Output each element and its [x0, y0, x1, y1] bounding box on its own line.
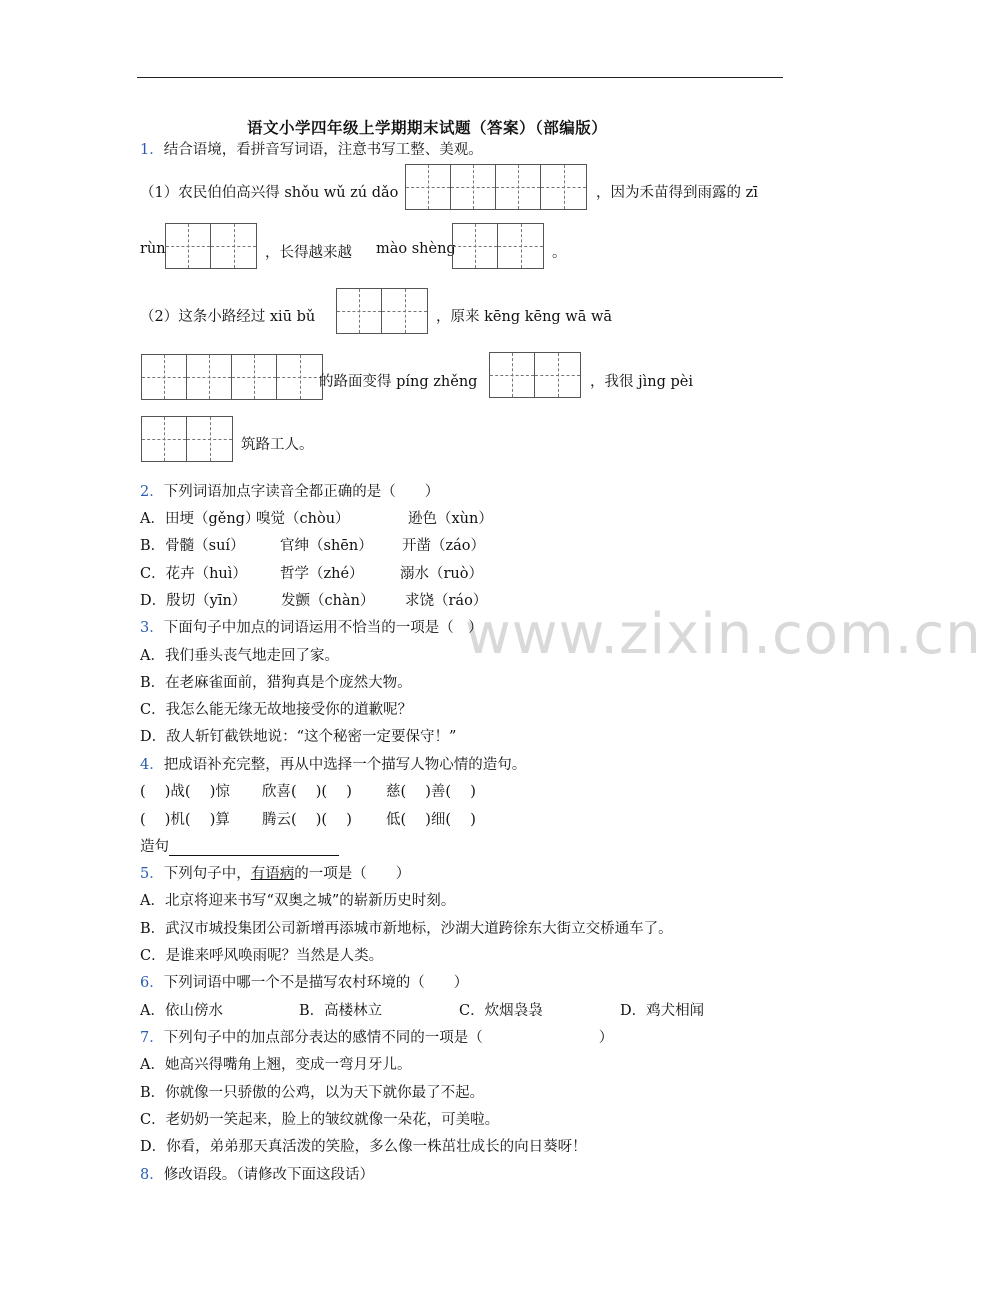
grid-cell[interactable]: [187, 417, 232, 461]
q2-option-c-word2: 哲学（zhé）: [280, 566, 364, 582]
q1-text-2e: 筑路工人。: [241, 437, 314, 453]
grid-cell[interactable]: [406, 165, 451, 209]
question-number: 2．: [140, 484, 164, 500]
q4-idiom[interactable]: 腾云( )( ): [262, 812, 352, 828]
q2-option-d-word3: 求饶（ráo）: [405, 593, 488, 609]
writing-grid-zirun[interactable]: [165, 223, 257, 269]
grid-cell[interactable]: [453, 224, 498, 268]
grid-cell[interactable]: [490, 353, 535, 397]
question-4-stem: 4．把成语补充完整，再从中选择一个描写人物心情的造句。: [140, 757, 527, 773]
q1-text-1a: （1）农民伯伯高兴得 shǒu wǔ zú dǎo: [140, 185, 399, 201]
writing-grid-xiubu[interactable]: [336, 288, 428, 334]
q6-option-d[interactable]: D．鸡犬相闻: [620, 1003, 705, 1019]
q7-option-b[interactable]: B．你就像一只骄傲的公鸡，以为天下就你最了不起。: [140, 1085, 485, 1101]
q1-text-1c: rùn: [140, 241, 166, 257]
watermark: www.zixin.com.cn: [465, 602, 982, 667]
writing-grid-pingzheng[interactable]: [489, 352, 581, 398]
writing-grid-maosheng[interactable]: [452, 223, 544, 269]
q2-option-b-word3: 开凿（záo）: [402, 538, 486, 554]
q5-option-c[interactable]: C．是谁来呼风唤雨呢？当然是人类。: [140, 948, 384, 964]
q4-idiom[interactable]: 低( )细( ): [386, 812, 476, 828]
grid-cell[interactable]: [451, 165, 496, 209]
q2-option-a[interactable]: A．田埂（gěng）: [140, 511, 260, 527]
grid-cell[interactable]: [496, 165, 541, 209]
grid-cell[interactable]: [142, 355, 187, 399]
q4-idiom[interactable]: 欣喜( )( ): [262, 784, 352, 800]
question-number: 3．: [140, 620, 164, 636]
question-7-stem: 7．下列句子中的加点部分表达的感情不同的一项是（ ）: [140, 1030, 614, 1046]
q1-text-1d: ，长得越来越: [265, 245, 352, 261]
question-5-stem: 5．下列句子中，有语病的一项是（ ）: [140, 866, 411, 882]
q5-option-b[interactable]: B．武汉市城投集团公司新增再添城市新地标，沙湖大道跨徐东大街立交桥通车了。: [140, 921, 673, 937]
q2-option-b[interactable]: B．骨髓（suí）: [140, 538, 245, 554]
question-2-stem: 2．下列词语加点字读音全都正确的是（ ）: [140, 484, 440, 500]
grid-cell[interactable]: [535, 353, 580, 397]
question-number: 7．: [140, 1030, 164, 1046]
answer-blank[interactable]: [169, 841, 339, 856]
page-title: 语文小学四年级上学期期末试题（答案）（部编版）: [247, 118, 608, 137]
q1-text-2c: 的路面变得 píng zhěng: [319, 374, 478, 390]
question-3-stem: 3．下面句子中加点的词语运用不恰当的一项是（ ）: [140, 620, 483, 636]
grid-cell[interactable]: [382, 289, 427, 333]
q2-option-c-word3: 溺水（ruò）: [400, 566, 483, 582]
grid-cell[interactable]: [142, 417, 187, 461]
writing-grid-jingpei[interactable]: [141, 416, 233, 462]
q6-option-b[interactable]: B．高楼林立: [299, 1003, 383, 1019]
q2-option-a-word2: 嗅觉（chòu）: [256, 511, 350, 527]
question-number: 8．: [140, 1167, 164, 1183]
q1-text-1e: mào shèng: [376, 241, 456, 257]
q6-option-a[interactable]: A．依山傍水: [140, 1003, 223, 1019]
q7-option-d[interactable]: D．你看，弟弟那天真活泼的笑脸，多么像一株茁壮成长的向日葵呀！: [140, 1139, 587, 1155]
q4-idiom[interactable]: 慈( )善( ): [386, 784, 476, 800]
header-rule: [137, 77, 783, 78]
q1-text-1f: 。: [552, 245, 567, 261]
grid-cell[interactable]: [277, 355, 322, 399]
q2-option-d-word2: 发颤（chàn）: [281, 593, 375, 609]
grid-cell[interactable]: [498, 224, 543, 268]
q3-option-a[interactable]: A．我们垂头丧气地走回了家。: [140, 648, 339, 664]
question-number: 5．: [140, 866, 164, 882]
grid-cell[interactable]: [337, 289, 382, 333]
q2-option-b-word2: 官绅（shēn）: [280, 538, 373, 554]
q2-option-a-word3: 逊色（xùn）: [408, 511, 493, 527]
q6-option-c[interactable]: C．炊烟袅袅: [459, 1003, 543, 1019]
question-1-stem: 1．结合语境，看拼音写词语，注意书写工整、美观。: [140, 142, 483, 158]
grid-cell[interactable]: [232, 355, 277, 399]
q4-sentence-line[interactable]: 造句: [140, 835, 339, 856]
question-number: 6．: [140, 975, 164, 991]
grid-cell[interactable]: [187, 355, 232, 399]
q1-text-2d: ，我很 jìng pèi: [590, 374, 693, 390]
question-6-stem: 6．下列词语中哪一个不是描写农村环境的（ ）: [140, 975, 469, 991]
writing-grid-kengkengwawa[interactable]: [141, 354, 323, 400]
q4-idiom[interactable]: ( )战( )惊: [140, 784, 230, 800]
grid-cell[interactable]: [166, 224, 211, 268]
question-8-stem: 8．修改语段。（请修改下面这段话）: [140, 1167, 374, 1183]
q1-text-2b: ，原来 kēng kēng wā wā: [436, 309, 613, 325]
q7-option-a[interactable]: A．她高兴得嘴角上翘，变成一弯月牙儿。: [140, 1057, 412, 1073]
grid-cell[interactable]: [211, 224, 256, 268]
q3-option-b[interactable]: B．在老麻雀面前，猎狗真是个庞然大物。: [140, 675, 412, 691]
question-number: 1．: [140, 142, 164, 158]
q4-idiom[interactable]: ( )机( )算: [140, 812, 230, 828]
q5-option-a[interactable]: A．北京将迎来书写“双奥之城”的崭新历史时刻。: [140, 893, 456, 909]
q2-option-c[interactable]: C．花卉（huì）: [140, 566, 247, 582]
q1-text-2a: （2）这条小路经过 xiū bǔ: [140, 309, 316, 325]
q3-option-d[interactable]: D．敌人斩钉截铁地说：“这个秘密一定要保守！”: [140, 729, 457, 745]
q3-option-c[interactable]: C．我怎么能无缘无故地接受你的道歉呢？: [140, 702, 413, 718]
grid-cell[interactable]: [541, 165, 586, 209]
q7-option-c[interactable]: C．老奶奶一笑起来，脸上的皱纹就像一朵花，可美啦。: [140, 1112, 500, 1128]
q1-text-1b: ，因为禾苗得到雨露的 zī: [596, 185, 758, 201]
question-number: 4．: [140, 757, 164, 773]
q2-option-d[interactable]: D．殷切（yīn）: [140, 593, 247, 609]
writing-grid-shouwuzudao[interactable]: [405, 164, 587, 210]
